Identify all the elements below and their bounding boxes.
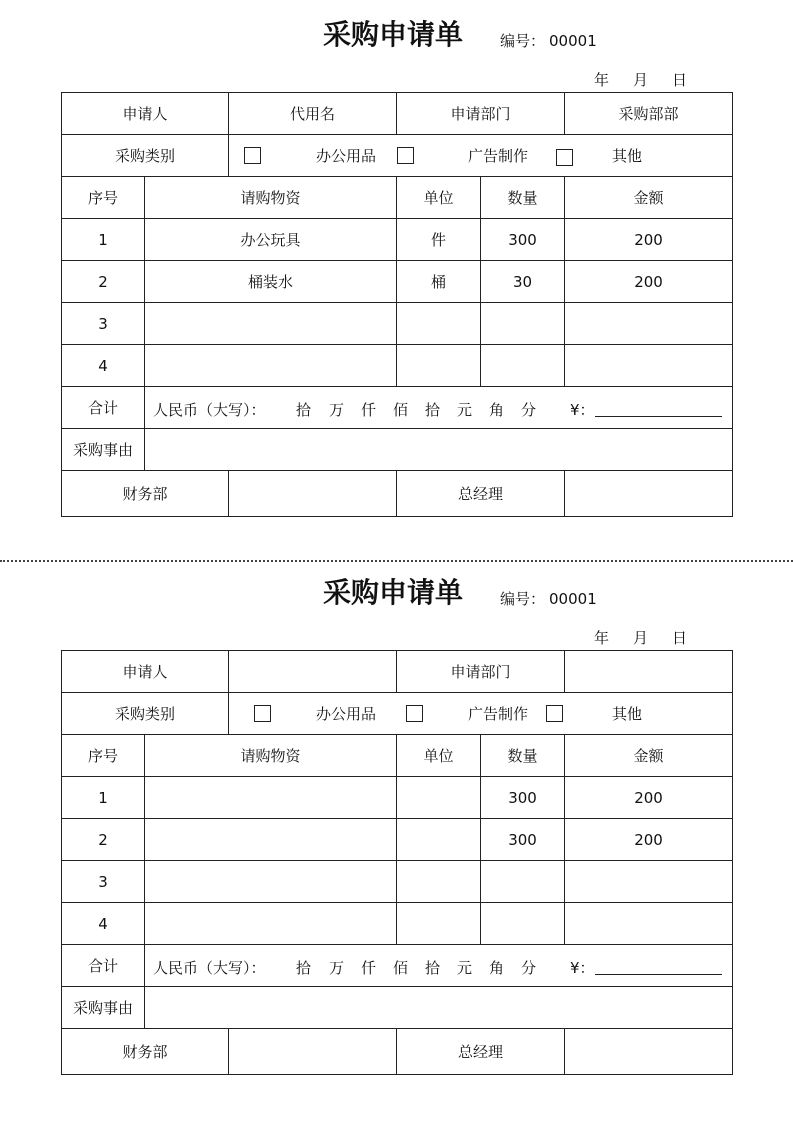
total-row: [62, 945, 733, 987]
col-header-qty: 数量: [481, 735, 565, 777]
request-table: [61, 92, 733, 517]
approval-row: [62, 1029, 733, 1075]
row-no: 3: [62, 303, 145, 345]
dept-label: 申请部门: [397, 651, 565, 693]
unit-fen: 分: [521, 958, 537, 977]
row-item[interactable]: [145, 777, 397, 819]
col-header-amount: 金额: [565, 735, 733, 777]
row-amount[interactable]: [565, 861, 733, 903]
option-office-supplies: 办公用品: [316, 704, 377, 723]
reason-label: 采购事由: [62, 987, 145, 1029]
option-advertising: 广告制作: [468, 704, 529, 723]
total-amount-cell[interactable]: [145, 945, 733, 987]
col-header-unit: 单位: [397, 735, 481, 777]
total-label: 合计: [62, 387, 145, 429]
unit-wan: 万: [329, 400, 345, 419]
yen-amount-line[interactable]: [595, 974, 722, 975]
row-qty[interactable]: [481, 861, 565, 903]
serial-number: [500, 589, 597, 609]
serial-value[interactable]: 00001: [549, 590, 597, 608]
yen-label: ¥：: [570, 958, 595, 977]
header-row: [62, 651, 733, 693]
col-header-no: 序号: [62, 177, 145, 219]
category-label: 采购类别: [62, 693, 229, 735]
dept-label: 申请部门: [397, 93, 565, 135]
date-month[interactable]: 月: [633, 629, 649, 647]
column-header-row: [62, 735, 733, 777]
total-label: 合计: [62, 945, 145, 987]
approval-row: [62, 471, 733, 517]
unit-yuan: 元: [457, 958, 473, 977]
row-qty[interactable]: 300: [481, 777, 565, 819]
col-header-unit: 单位: [397, 177, 481, 219]
row-amount[interactable]: [565, 345, 733, 387]
total-amount-cell[interactable]: [145, 387, 733, 429]
table-row: [62, 903, 733, 945]
finance-signature[interactable]: [229, 471, 397, 517]
row-qty[interactable]: 300: [481, 219, 565, 261]
row-no: 1: [62, 219, 145, 261]
gm-signature[interactable]: [565, 1029, 733, 1075]
unit-bai: 佰: [393, 958, 409, 977]
date-month[interactable]: 月: [633, 71, 649, 89]
date-year[interactable]: 年: [594, 71, 610, 89]
table-row: [62, 777, 733, 819]
rmb-uppercase-label: 人民币（大写）：: [153, 958, 266, 977]
row-item[interactable]: [145, 903, 397, 945]
reason-label: 采购事由: [62, 429, 145, 471]
row-unit[interactable]: [397, 777, 481, 819]
category-row: [62, 135, 733, 177]
row-qty[interactable]: [481, 345, 565, 387]
reason-row: [62, 429, 733, 471]
table-row: [62, 345, 733, 387]
applicant-value[interactable]: 代用名: [229, 93, 397, 135]
unit-jiao: 角: [489, 958, 505, 977]
row-item[interactable]: [145, 819, 397, 861]
serial-label: 编号：: [500, 590, 546, 608]
row-no: 1: [62, 777, 145, 819]
serial-number: [500, 31, 597, 51]
table-row: [62, 219, 733, 261]
total-row: [62, 387, 733, 429]
table-row: [62, 261, 733, 303]
yen-amount-line[interactable]: [595, 416, 722, 417]
col-header-no: 序号: [62, 735, 145, 777]
date-line: [594, 629, 687, 647]
unit-qian: 仟: [361, 400, 377, 419]
row-qty[interactable]: 300: [481, 819, 565, 861]
applicant-label: 申请人: [62, 93, 229, 135]
unit-yuan: 元: [457, 400, 473, 419]
row-item[interactable]: [145, 345, 397, 387]
finance-label: 财务部: [62, 471, 229, 517]
table-row: [62, 303, 733, 345]
row-qty[interactable]: 30: [481, 261, 565, 303]
gm-signature[interactable]: [565, 471, 733, 517]
header-row: [62, 93, 733, 135]
checkbox-advertising[interactable]: [406, 705, 423, 722]
option-advertising: 广告制作: [468, 146, 529, 165]
row-no: 4: [62, 345, 145, 387]
col-header-amount: 金额: [565, 177, 733, 219]
serial-label: 编号：: [500, 32, 546, 50]
unit-shi-1: 拾: [296, 958, 312, 977]
gm-label: 总经理: [397, 1029, 565, 1075]
dept-value[interactable]: [565, 651, 733, 693]
finance-label: 财务部: [62, 1029, 229, 1075]
row-unit[interactable]: [397, 303, 481, 345]
row-no: 4: [62, 903, 145, 945]
row-amount[interactable]: [565, 903, 733, 945]
category-options: [229, 135, 733, 177]
row-no: 2: [62, 819, 145, 861]
row-unit[interactable]: [397, 861, 481, 903]
row-item[interactable]: 办公玩具: [145, 219, 397, 261]
row-unit[interactable]: [397, 345, 481, 387]
row-amount[interactable]: 200: [565, 261, 733, 303]
applicant-value[interactable]: [229, 651, 397, 693]
option-other: 其他: [612, 704, 643, 723]
row-no: 2: [62, 261, 145, 303]
checkbox-office-supplies[interactable]: [254, 705, 271, 722]
gm-label: 总经理: [397, 471, 565, 517]
row-no: 3: [62, 861, 145, 903]
row-unit[interactable]: 桶: [397, 261, 481, 303]
row-amount[interactable]: [565, 303, 733, 345]
date-year[interactable]: 年: [594, 629, 610, 647]
row-qty[interactable]: [481, 303, 565, 345]
serial-value[interactable]: 00001: [549, 32, 597, 50]
table-row: [62, 861, 733, 903]
cut-line-divider: [0, 560, 793, 562]
checkbox-office-supplies[interactable]: [244, 147, 261, 164]
unit-wan: 万: [329, 958, 345, 977]
category-row: [62, 693, 733, 735]
row-amount[interactable]: 200: [565, 819, 733, 861]
category-label: 采购类别: [62, 135, 229, 177]
row-item[interactable]: [145, 861, 397, 903]
row-unit[interactable]: [397, 819, 481, 861]
yen-label: ¥：: [570, 400, 595, 419]
form-title: 采购申请单: [323, 576, 464, 609]
form-title: 采购申请单: [323, 18, 464, 51]
checkbox-other[interactable]: [546, 705, 563, 722]
col-header-item: 请购物资: [145, 735, 397, 777]
table-row: [62, 819, 733, 861]
reason-value[interactable]: [145, 987, 733, 1029]
date-day[interactable]: 日: [672, 71, 688, 89]
reason-row: [62, 987, 733, 1029]
row-item[interactable]: 桶装水: [145, 261, 397, 303]
request-table: [61, 650, 733, 1075]
option-office-supplies: 办公用品: [316, 146, 377, 165]
rmb-uppercase-label: 人民币（大写）：: [153, 400, 266, 419]
unit-fen: 分: [521, 400, 537, 419]
reason-value[interactable]: [145, 429, 733, 471]
unit-shi-1: 拾: [296, 400, 312, 419]
row-amount[interactable]: 200: [565, 219, 733, 261]
category-options: [229, 693, 733, 735]
checkbox-advertising[interactable]: [397, 147, 414, 164]
row-unit[interactable]: 件: [397, 219, 481, 261]
applicant-label: 申请人: [62, 651, 229, 693]
option-other: 其他: [612, 146, 643, 165]
row-qty[interactable]: [481, 903, 565, 945]
row-unit[interactable]: [397, 903, 481, 945]
date-day[interactable]: 日: [672, 629, 688, 647]
date-line: [594, 71, 687, 89]
column-header-row: [62, 177, 733, 219]
checkbox-other[interactable]: [556, 149, 573, 166]
row-item[interactable]: [145, 303, 397, 345]
unit-jiao: 角: [489, 400, 505, 419]
col-header-item: 请购物资: [145, 177, 397, 219]
finance-signature[interactable]: [229, 1029, 397, 1075]
dept-value[interactable]: 采购部部: [565, 93, 733, 135]
unit-bai: 佰: [393, 400, 409, 419]
unit-qian: 仟: [361, 958, 377, 977]
row-amount[interactable]: 200: [565, 777, 733, 819]
unit-shi-2: 拾: [425, 958, 441, 977]
unit-shi-2: 拾: [425, 400, 441, 419]
col-header-qty: 数量: [481, 177, 565, 219]
